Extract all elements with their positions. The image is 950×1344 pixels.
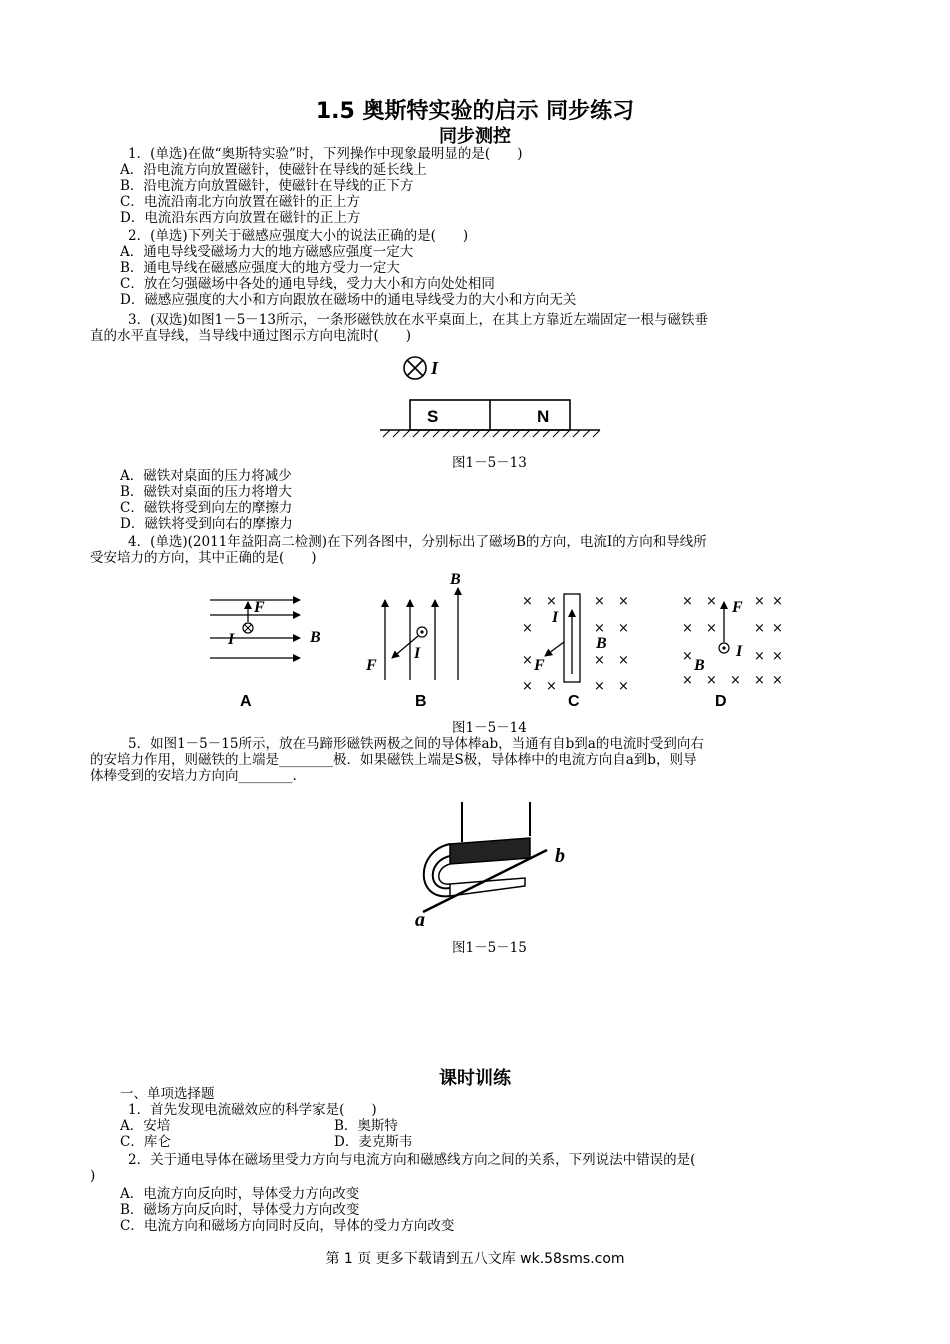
section-heading-training: 课时训练 (439, 1068, 511, 1089)
page-title: 1.5 奥斯特实验的启示 同步练习 (315, 99, 635, 124)
q5-line2: 的安培力作用，则磁铁的上端是________极．如果磁铁上端是S极，导体棒中的电流方向自a到b，则导 (90, 752, 697, 768)
rod-end-b-label: b (555, 845, 565, 867)
svg-text:×: × (594, 621, 605, 636)
q1-option-c: C．电流沿南北方向放置在磁针的正上方 (120, 194, 360, 210)
q1-stem: 1．(单选)在做“奥斯特实验”时，下列操作中现象最明显的是( ) (128, 146, 523, 162)
q5-line1: 5．如图1－5－15所示，放在马蹄形磁铁两极之间的导体棒ab，当通有自b到a的电流时受到向右 (128, 736, 704, 752)
diagram-label-d: D (715, 693, 727, 710)
diagram-label-b: B (415, 693, 427, 710)
force-label: F (534, 657, 545, 674)
svg-text:×: × (706, 673, 717, 688)
q2-option-d: D．磁感应强度的大小和方向跟放在磁场中的通电导线受力的大小和方向无关 (120, 292, 577, 308)
svg-text:×: × (522, 594, 533, 609)
q2-option-a: A．通电导线受磁场力大的地方磁感应强度一定大 (120, 244, 414, 260)
current-label: I (736, 643, 743, 660)
svg-text:×: × (522, 653, 533, 668)
figure-1-5-13 (375, 348, 605, 440)
section-heading-sync: 同步测控 (439, 126, 511, 147)
q4-stem-line1: 4．(单选)(2011年益阳高二检测)在下列各图中，分别标出了磁场B的方向，电流I的方向和导线所 (128, 534, 707, 550)
k1-option-c: C．库仑 (120, 1134, 171, 1150)
diagram-label-a: A (240, 693, 252, 710)
figure-1-5-13-caption: 图1－5－13 (452, 455, 527, 471)
q2-option-b: B．通电导线在磁感应强度大的地方受力一定大 (120, 260, 400, 276)
force-label: F (254, 599, 265, 616)
pole-s-label: S (427, 407, 439, 426)
q1-option-b: B．沿电流方向放置磁针，使磁针在导线的正下方 (120, 178, 414, 194)
current-label: I (414, 645, 421, 662)
field-label: B (596, 635, 607, 652)
q3-option-d: D．磁铁将受到向右的摩擦力 (120, 516, 293, 532)
q5-line3: 体棒受到的安培力方向向________. (90, 768, 297, 784)
svg-text:×: × (546, 594, 557, 609)
current-label: I (228, 631, 235, 648)
k2-stem-line1: 2．关于通电导体在磁场里受力方向与电流方向和磁感线方向之间的关系，下列说法中错误的是( (128, 1152, 696, 1168)
svg-text:×: × (772, 649, 783, 664)
k2-stem-line2: ) (90, 1168, 96, 1184)
svg-text:×: × (772, 673, 783, 688)
q3-stem-line2: 直的水平直导线，当导线中通过图示方向电流时( ) (90, 328, 412, 344)
svg-text:×: × (754, 621, 765, 636)
svg-text:×: × (682, 673, 693, 688)
svg-text:×: × (706, 621, 717, 636)
field-label: B (694, 657, 705, 674)
field-label: B (450, 571, 461, 588)
force-label: F (732, 599, 743, 616)
table-hatching (383, 430, 600, 437)
page-footer: 第 1 页 更多下载请到五八文库 wk.58sms.com (325, 1251, 625, 1267)
svg-text:×: × (682, 621, 693, 636)
k2-option-b: B．磁场方向反向时，导体受力方向改变 (120, 1202, 360, 1218)
k1-option-d: D．麦克斯韦 (334, 1134, 413, 1150)
k1-stem: 1．首先发现电流磁效应的科学家是( ) (128, 1102, 377, 1118)
q2-option-c: C．放在匀强磁场中各处的通电导线，受力大小和方向处处相同 (120, 276, 495, 292)
svg-text:×: × (682, 649, 693, 664)
svg-text:×: × (618, 653, 629, 668)
svg-text:×: × (618, 621, 629, 636)
svg-text:×: × (754, 673, 765, 688)
q1-option-a: A．沿电流方向放置磁针，使磁针在导线的延长线上 (120, 162, 427, 178)
k2-option-a: A．电流方向反向时，导体受力方向改变 (120, 1186, 360, 1202)
q1-option-d: D．电流沿东西方向放置在磁针的正上方 (120, 210, 361, 226)
svg-text:×: × (618, 594, 629, 609)
pole-n-label: N (537, 407, 550, 426)
diagram-b (365, 571, 461, 710)
force-label: F (366, 657, 377, 674)
current-into-page-icon (404, 357, 426, 379)
figure-1-5-15-caption: 图1－5－15 (452, 940, 527, 956)
current-label: I (552, 609, 559, 626)
rod-end-a-label: a (415, 909, 425, 931)
diagram-label-c: C (568, 693, 580, 710)
svg-text:×: × (754, 594, 765, 609)
svg-text:×: × (754, 649, 765, 664)
svg-text:×: × (682, 594, 693, 609)
diagram-c (522, 594, 629, 710)
q4-stem-line2: 受安培力的方向，其中正确的是( ) (90, 550, 317, 566)
svg-text:×: × (594, 679, 605, 694)
q3-option-b: B．磁铁对桌面的压力将增大 (120, 484, 292, 500)
field-label: B (310, 629, 321, 646)
k1-option-b: B．奥斯特 (334, 1118, 398, 1134)
svg-text:×: × (546, 679, 557, 694)
q3-stem-line1: 3．(双选)如图1－5－13所示，一条形磁铁放在水平桌面上，在其上方靠近左端固定一根与磁铁垂 (128, 312, 708, 328)
q3-option-a: A．磁铁对桌面的压力将减少 (120, 468, 292, 484)
svg-text:×: × (594, 594, 605, 609)
svg-text:×: × (522, 679, 533, 694)
svg-text:×: × (706, 594, 717, 609)
k1-option-a: A．安培 (120, 1118, 171, 1134)
figure-1-5-14-caption: 图1－5－14 (452, 720, 527, 736)
k2-option-c: C．电流方向和磁场方向同时反向，导体的受力方向改变 (120, 1218, 455, 1234)
svg-text:×: × (730, 673, 741, 688)
part-heading: 一、单项选择题 (120, 1086, 215, 1102)
diagram-d (682, 594, 783, 710)
svg-text:×: × (618, 679, 629, 694)
diagram-a (210, 599, 321, 710)
svg-text:×: × (522, 621, 533, 636)
current-label: I (431, 358, 439, 378)
q2-stem: 2．(单选)下列关于磁感应强度大小的说法正确的是( ) (128, 228, 469, 244)
svg-text:×: × (772, 621, 783, 636)
figure-1-5-15 (405, 796, 585, 932)
q3-option-c: C．磁铁将受到向左的摩擦力 (120, 500, 293, 516)
svg-text:×: × (772, 594, 783, 609)
svg-text:×: × (594, 653, 605, 668)
figure-1-5-14 (200, 570, 790, 712)
